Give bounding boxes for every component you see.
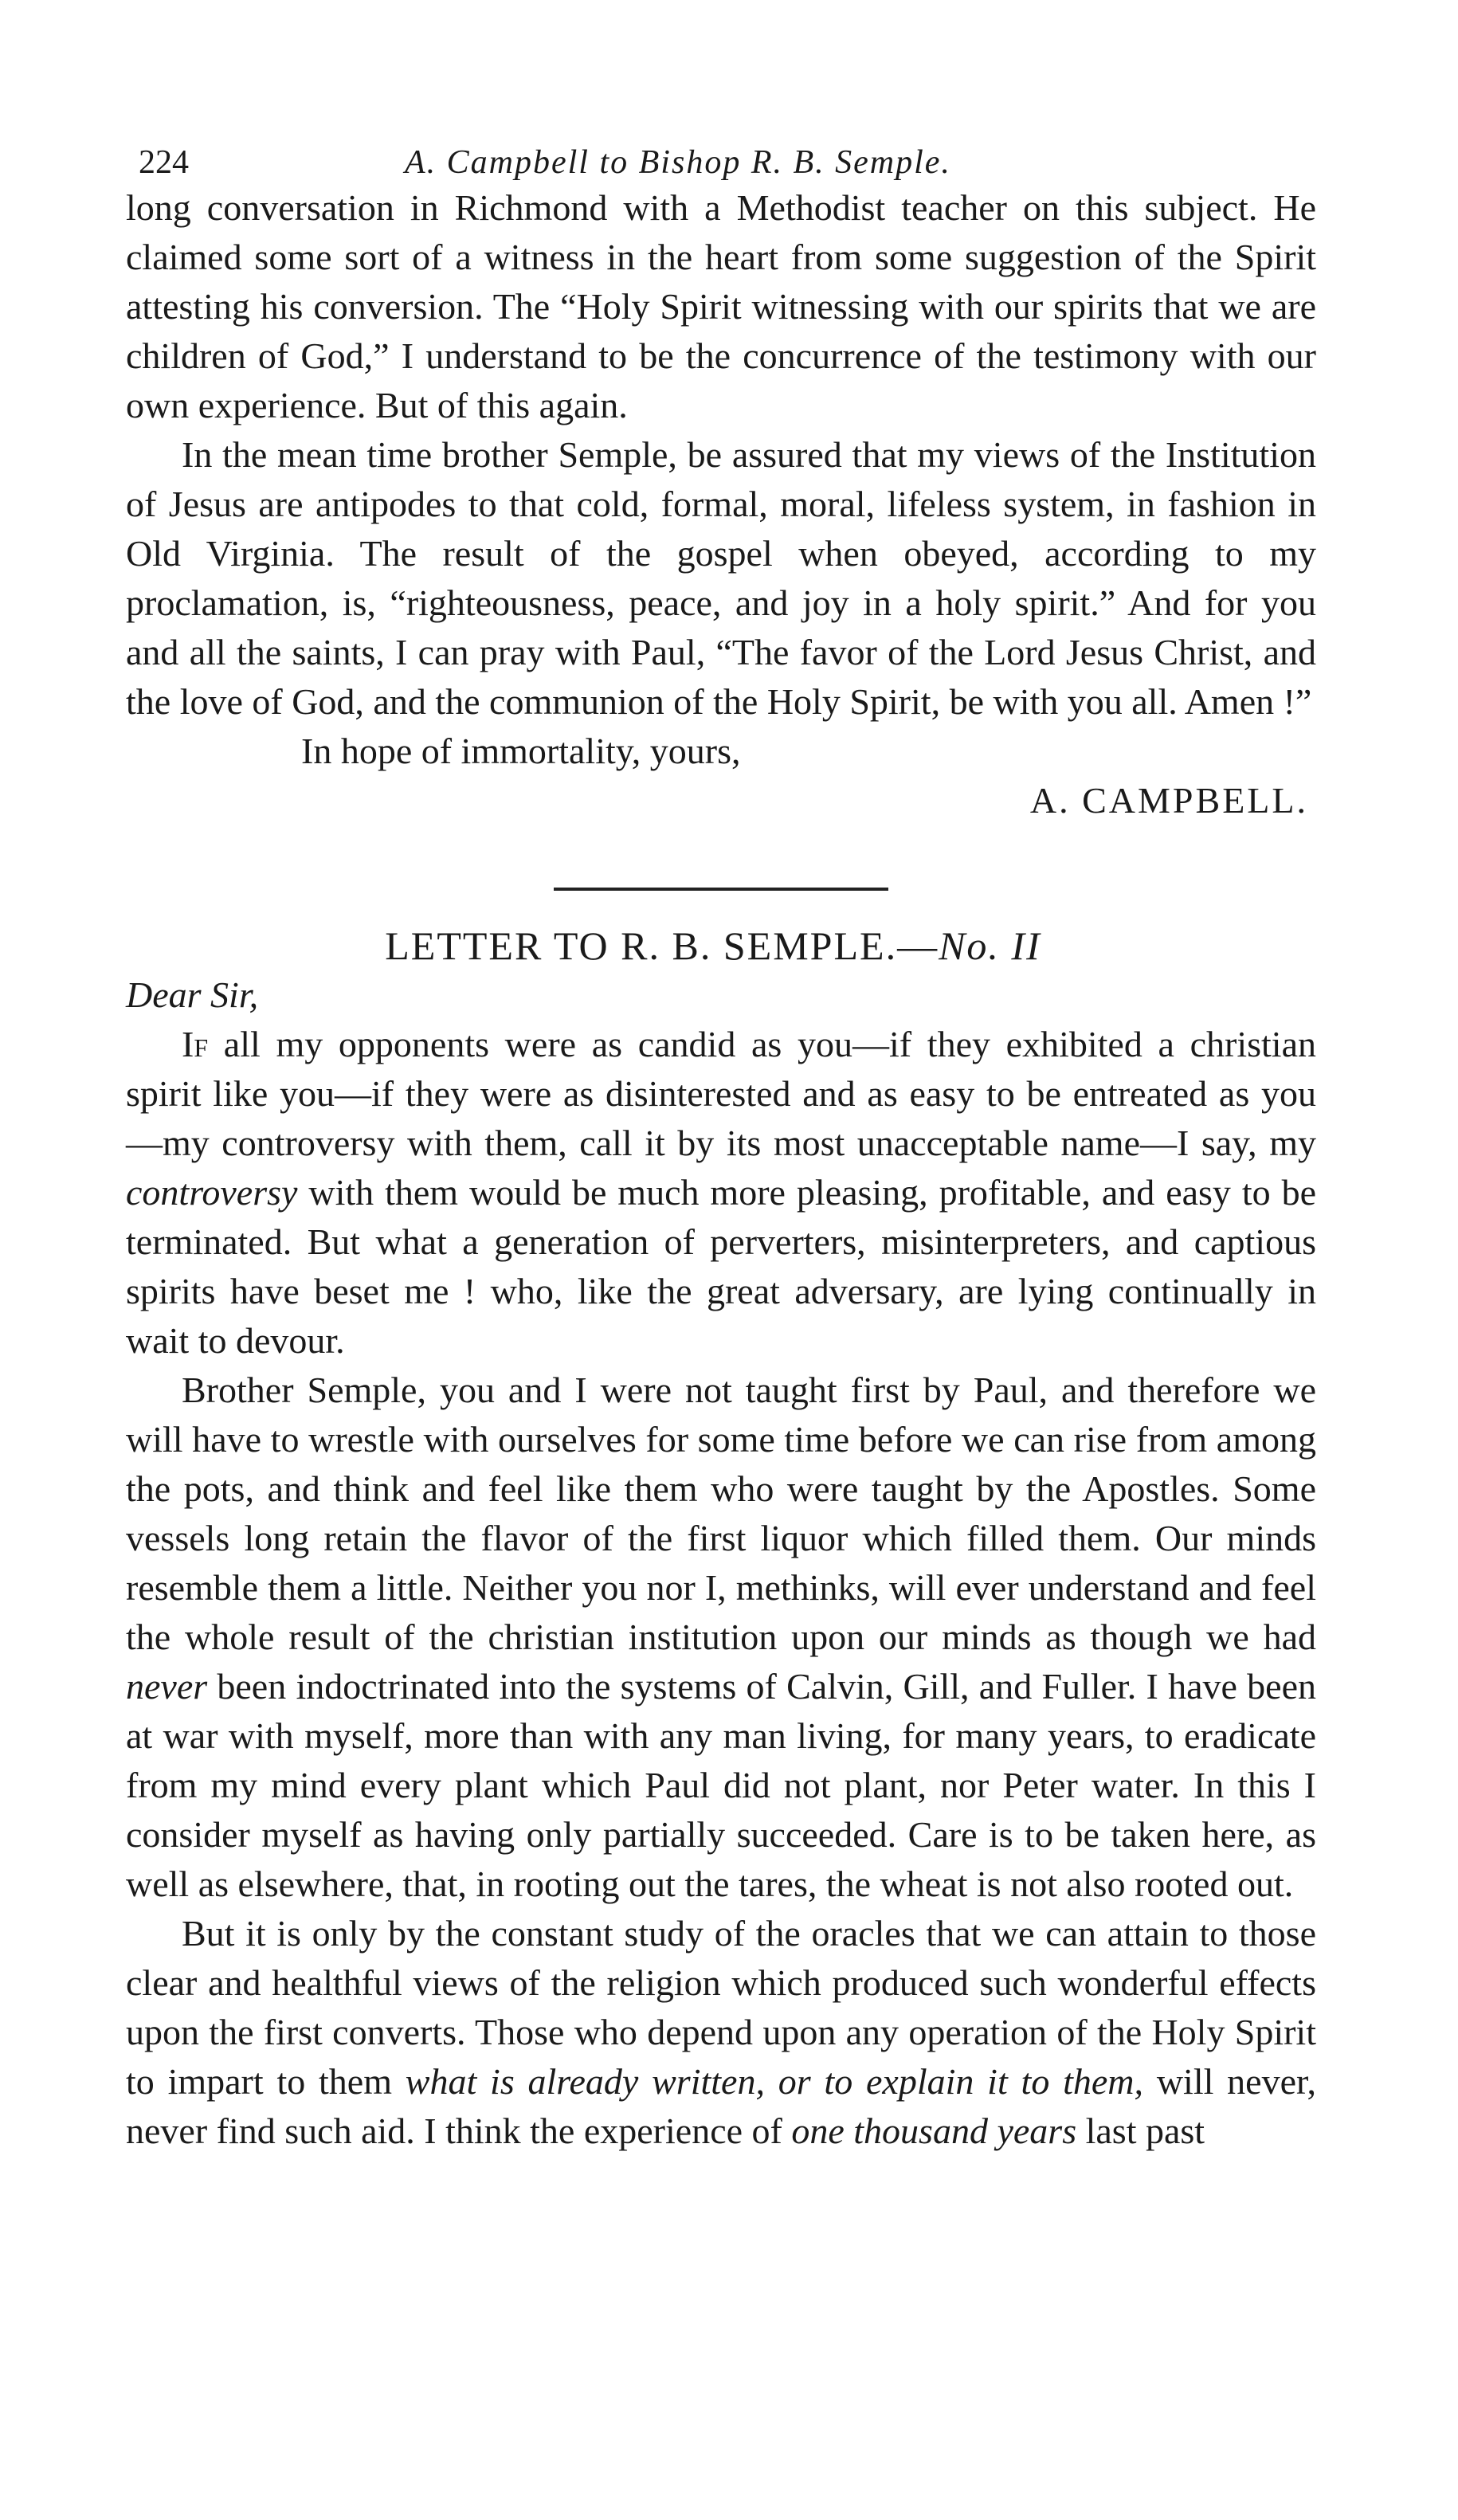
- running-head: A. Campbell to Bishop R. B. Semple.: [405, 144, 951, 181]
- letter2-paragraph-3-emphasis-2: one thousand years: [791, 2110, 1077, 2151]
- letter2-salutation: Dear Sir,: [126, 974, 259, 1015]
- letter1-closing: In hope of immortality, yours,: [301, 731, 741, 771]
- letter2-title-main: LETTER TO R. B. SEMPLE.—: [385, 923, 939, 968]
- letter2-paragraph-3-emphasis-1: what is already written, or to explain it to them,: [405, 2061, 1144, 2102]
- page-body: [126, 183, 1316, 2156]
- section-divider: [554, 888, 888, 891]
- letter2-paragraph-2-text-a: Brother Semple, you and I were not taught first by Paul, and therefore we will have to wrestle with ourselves for some time before we can rise from among the pots, and think and feel like them who were taught by the Apostles. Some vessels long retain the flavor of the first liquor which filled them. Our minds resemble them a little. Neither you nor I, methinks, will ever understand and feel the whole result of the christian institution upon our minds as though we had: [126, 1370, 1316, 1657]
- letter2-paragraph-2: [126, 1366, 1316, 1909]
- page-number: 224: [139, 144, 189, 181]
- letter2-paragraph-3-text-c: last past: [1076, 2110, 1205, 2151]
- letter2-title: [126, 921, 1316, 970]
- letter1-paragraph-2: In the mean time brother Semple, be assured that my views of the Institution of Jesus are antipodes to that cold, formal, moral, lifeless system, in fashion in Old Virginia. The result of the gospel when obeyed, according to my proclamation, is, “righteousness, peace, and joy in a holy spirit.” And for you and all the saints, I can pray with Paul, “The favor of the Lord Jesus Christ, and the love of God, and the communion of the Holy Spirit, be with you all. Amen !”: [126, 434, 1316, 722]
- letter1-signature: A. CAMPBELL.: [1029, 780, 1308, 821]
- letter2-paragraph-3: [126, 1909, 1316, 2156]
- letter2-paragraph-2-emphasis: never: [126, 1666, 208, 1707]
- letter2-paragraph-1-text-b: with them would be much more pleasing, profitable, and easy to be terminated. But what a generation of perverters, misinterpreters, and captious spirits have beset me ! who, like the great adversary, are lying continually in wait to devour.: [126, 1172, 1316, 1361]
- letter2-paragraph-2-text-b: been indoctrinated into the systems of Calvin, Gill, and Fuller. I have been at war with myself, more than with any man living, for many years, to eradicate from my mind every plant which Paul did not plant, nor Peter water. In this I consider myself as having only partially succeeded. Care is to be taken here, as well as elsewhere, that, in rooting out the tares, the wheat is not also rooted out.: [126, 1666, 1316, 1904]
- letter2-title-number: No. II: [939, 923, 1041, 968]
- page-header: [126, 120, 1316, 183]
- letter1-paragraph-1: long conversation in Richmond with a Methodist teacher on this subject. He claimed some sort of a witness in the heart from some suggestion of the Spirit attesting his conversion. The “Holy Spirit witnessing with our spirits that we are children of God,” I understand to be the concurrence of the testimony with our own experience. But of this again.: [126, 187, 1316, 425]
- lettrine: If: [182, 1024, 209, 1064]
- letter2-paragraph-1-text-a: all my opponents were as candid as you—if they exhibited a christian spirit like you—if they were as disinterested and as easy to be entreated as you—my controversy with them, call it by its most unacceptable name—I say, my: [126, 1024, 1316, 1163]
- letter2-paragraph-1: [126, 1020, 1316, 1366]
- letter2-paragraph-3-text-a: But it is only by the constant study of the oracles that we can attain to those clear and healthful views of the religion which produced such wonderful effects upon the first converts. Those who depend upon any operation of the Holy Spirit to impart to them: [126, 1913, 1316, 2102]
- letter2-paragraph-3-text-b: will never, never find such aid. I think the experience of: [126, 2061, 1316, 2151]
- letter2-paragraph-1-emphasis: controversy: [126, 1172, 298, 1213]
